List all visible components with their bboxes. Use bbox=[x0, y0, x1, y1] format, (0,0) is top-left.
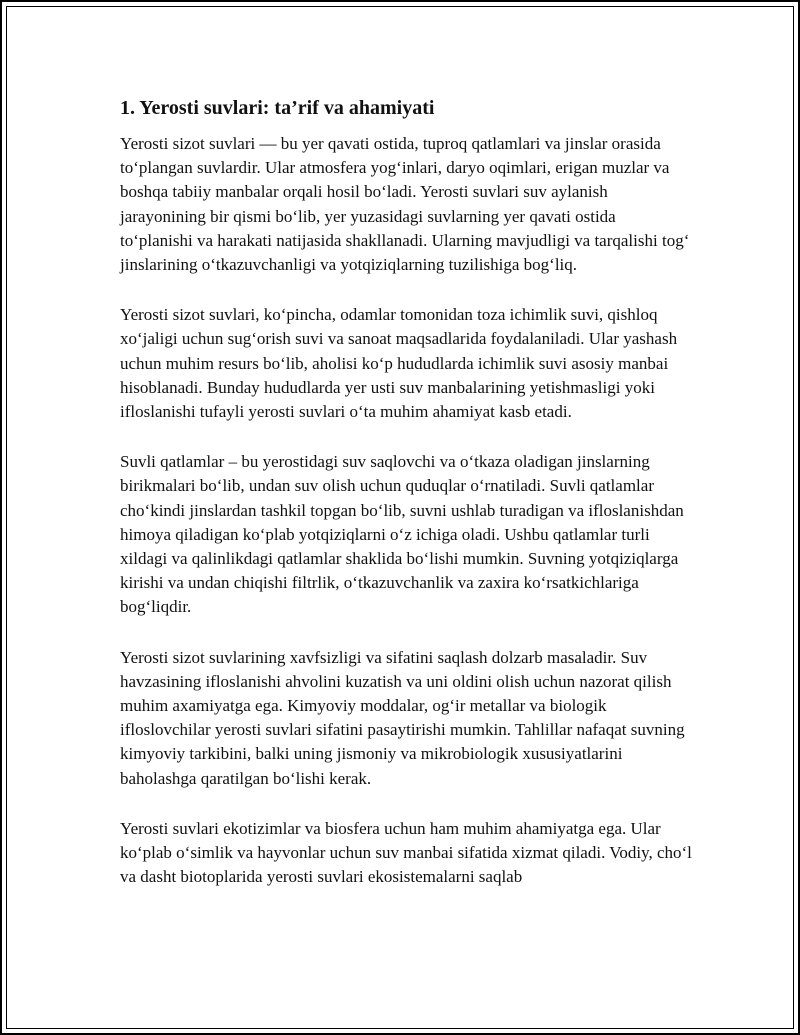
document-body bbox=[120, 94, 692, 915]
paragraph-4: Yerosti sizot suvlarining xavfsizligi va sifatini saqlash dolzarb masaladir. Suv havzasining ifloslanishi ahvolini kuzatish va uni oldini olish uchun nazorat qilish muhim axamiyatga ega. Kimyoviy moddalar, og‘ir metallar va biologik ifloslovchilar yerosti suvlari sifatini pasaytirishi mumkin. Tahlillar nafaqat suvning kimyoviy tarkibini, balki uning jismoniy va mikrobiologik xususiyatlarini baholashga qaratilgan bo‘lishi kerak. bbox=[120, 647, 685, 788]
paragraph-2: Yerosti sizot suvlari, ko‘pincha, odamlar tomonidan toza ichimlik suvi, qishloq xo‘jaligi uchun sug‘orish suvi va sanoat maqsadlarida foydalaniladi. Ular yashash uchun muhim resurs bo‘lib, aholisi ko‘p hududlarda ichimlik suvi asosiy manbai hisoblanadi. Bunday hududlarda yer usti suv manbalarining yetishmasligi yoki ifloslanishi tufayli yerosti suvlari o‘ta muhim ahamiyat kasb etadi. bbox=[120, 305, 678, 422]
paragraph-3: Suvli qatlamlar – bu yerostidagi suv saqlovchi va o‘tkaza oladigan jinslarning birikmalari bo‘lib, undan suv olish uchun quduqlar o‘rnatiladi. Suvli qatlamlar cho‘kindi jinslardan tashkil topgan bo‘lib, suvni ushlab turadigan va ifloslanishdan himoya qiladigan ko‘plab yotqiziqlarni o‘z ichiga oladi. Ushbu qatlamlar turli xildagi va qalinlikdagi qatlamlar shaklida bo‘lishi mumkin. Suvning yotqiziqlarga kirishi va undan chiqishi filtrlik, o‘tkazuvchanlik va zaxira ko‘rsatkichlariga bog‘liqdir. bbox=[120, 452, 684, 617]
paragraph-1: Yerosti sizot suvlari — bu yer qavati ostida, tuproq qatlamlari va jinslar orasida to‘plangan suvlardir. Ular atmosfera yog‘inlari, daryo oqimlari, erigan muzlar va boshqa tabiiy manbalar orqali hosil bo‘ladi. Yerosti suvlari suv aylanish jarayonining bir qismi bo‘lib, yer yuzasidagi suvlarning yer qavati ostida to‘planishi va harakati natijasida shakllanadi. Ularning mavjudligi va tarqalishi tog‘ jinslarining o‘tkazuvchanligi va yotqiziqlarning tuzilishiga bog‘liq. bbox=[120, 134, 690, 275]
section-heading: 1. Yerosti suvlari: ta’rif va ahamiyati bbox=[120, 97, 435, 119]
paragraph-5: Yerosti suvlari ekotizimlar va biosfera uchun ham muhim ahamiyatga ega. Ular ko‘plab o‘simlik va hayvonlar uchun suv manbai sifatida xizmat qiladi. Vodiy, cho‘l va dasht biotoplarida yerosti suvlari ekosistemalarni saqlab bbox=[120, 818, 692, 887]
